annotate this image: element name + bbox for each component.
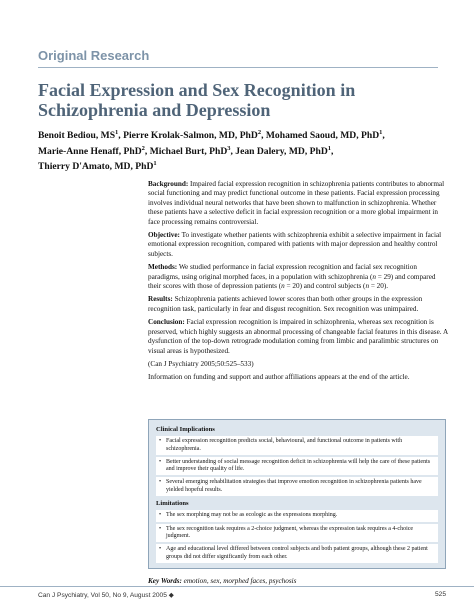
footer-bullet-icon: ◆ <box>168 592 174 599</box>
author-affiliation: 1 <box>115 129 119 136</box>
list-item-text: Better understanding of social message recognition deficit in schizophrenia will help the care of these patients and improve their quality of life. <box>166 458 431 473</box>
author-affiliation: 1 <box>379 129 383 136</box>
author-separator: , <box>331 145 334 157</box>
implications-list <box>156 436 438 496</box>
implications-heading: Clinical Implications <box>156 426 215 433</box>
abstract-label: Conclusion: <box>148 318 185 327</box>
author: Pierre Krolak-Salmon, MD, PhD <box>123 130 258 142</box>
list-item <box>156 510 438 521</box>
article-title <box>38 80 438 120</box>
abstract-label: Methods: <box>148 263 178 272</box>
bullet-icon: • <box>159 525 162 532</box>
author-affiliation: 2 <box>257 129 262 136</box>
footer-journal <box>38 591 174 599</box>
list-item <box>156 477 438 496</box>
author: Marie-Anne Henaff, PhD <box>38 145 142 157</box>
citation: (Can J Psychiatry 2005;50:525–533) <box>148 359 254 368</box>
author: Thierry D'Amato, MD, PhD <box>38 161 154 173</box>
author-affiliation: 1 <box>327 144 332 152</box>
author-separator: , <box>261 130 266 142</box>
section-label: Original Research <box>38 48 150 63</box>
abstract-conclusion <box>148 318 448 356</box>
abstract-text: = 20) and control subjects ( <box>284 282 366 291</box>
sample-size-symbol: n <box>281 282 285 291</box>
sample-size-symbol: n <box>372 272 376 281</box>
title-line-1: Facial Expression and Sex Recognition in <box>38 80 356 100</box>
list-item-text: Several emerging rehabilitation strategies that improve emotion recognition in schizophrenia patients have yielded hopeful results. <box>166 479 422 493</box>
list-item-text: The sex morphing may not be as ecologic as the expressions morphing. <box>166 512 338 519</box>
keywords <box>148 577 448 585</box>
title-rule <box>38 67 438 68</box>
abstract-text: Facial expression recognition is impaired in schizophrenia, whereas sex recognition is preserved, which highly suggests an abnormal processing of changeable facial features in this disease. A dysfunction of the top-down retrograde modulation coming from limbic and paralimbic structures on visual areas is hypothesized. <box>148 318 448 355</box>
author: Michael Burt, PhD <box>149 145 228 157</box>
keywords-label: Key Words: <box>148 577 182 585</box>
keywords-text: emotion, sex, morphed faces, psychosis <box>181 577 297 585</box>
abstract-label: Results: <box>148 295 173 304</box>
limitations-heading: Limitations <box>156 500 189 508</box>
abstract <box>148 180 448 387</box>
abstract-text: = 29) and compared their scores with those of depression patients ( <box>148 272 436 291</box>
abstract-text: We studied performance in facial expression recognition and facial sex recognition paradigms, using original morphed faces, in a population with schizophrenia ( <box>148 263 417 281</box>
bullet-icon: • <box>159 546 162 553</box>
footer-journal-text: Can J Psychiatry, Vol 50, No 9, August 2005 <box>38 592 167 599</box>
author-separator: , <box>230 145 236 157</box>
abstract-text: = 20). <box>369 282 389 291</box>
author: Jean Dalery, MD, PhD <box>235 145 328 157</box>
list-item-text: Facial expression recognition predicts social, behavioural, and functional outcome in patients with schizophrenia. <box>166 438 403 452</box>
sample-size-symbol: n <box>365 282 370 291</box>
abstract-background <box>148 180 448 227</box>
page-number: 525 <box>434 591 446 598</box>
author-separator: , <box>144 145 150 157</box>
author: Mohamed Saoud, MD, PhD <box>265 130 380 142</box>
abstract-objective <box>148 231 448 259</box>
list-item-text: The sex recognition task requires a 2-choice judgment, whereas the expression task requires a 4-choice judgment. <box>166 525 414 539</box>
author-affiliation: 3 <box>227 144 231 152</box>
abstract-methods <box>148 263 448 291</box>
bullet-icon: • <box>159 479 162 486</box>
author-list <box>38 127 448 174</box>
author-separator: , <box>382 130 385 142</box>
list-item <box>156 524 438 543</box>
abstract-text: Schizophrenia patients achieved lower scores than both other groups in the expression recognition task, particularly in fear and disgust recognition. Sex recognition was unimpaired. <box>148 295 423 313</box>
limitations-list <box>156 510 438 562</box>
bullet-icon: • <box>159 458 162 465</box>
author: Benoit Bediou, MS <box>38 130 116 142</box>
title-line-2: Schizophrenia and Depression <box>38 100 271 120</box>
list-item-text: Age and educational level differed between control subjects and both patient groups, although these 2 patient groups did not differ significantly from each other. <box>166 546 428 560</box>
author-affiliation: 2 <box>141 144 145 152</box>
list-item <box>156 436 438 455</box>
funding-info: Information on funding and support and author affiliations appears at the end of the article. <box>148 373 410 382</box>
footer-rule <box>0 586 474 587</box>
list-item <box>156 544 438 563</box>
abstract-text: Impaired facial expression recognition in schizophrenia patients contributes to abnormal social functioning and may predict functional outcome in these patients. Facial expression processing involves individual neural networks that have been shown to malfunction in schizophrenia. Whether these patients have a selective deficit in facial expression recognition or a more global impairment in face processing remains controversial. <box>148 180 445 226</box>
bullet-icon: • <box>159 512 162 519</box>
abstract-results <box>148 295 448 314</box>
abstract-label: Objective: <box>148 231 180 240</box>
author-affiliation: 1 <box>153 160 157 168</box>
clinical-implications-box <box>148 419 446 569</box>
bullet-icon: • <box>159 438 162 445</box>
abstract-label: Background: <box>148 180 189 188</box>
list-item <box>156 457 438 476</box>
abstract-text: To investigate whether patients with schizophrenia exhibit a selective impairment in facial emotional expression recognition, compared with patients with major depression and healthy control subjects. <box>148 231 442 258</box>
author-separator: , <box>118 130 124 142</box>
